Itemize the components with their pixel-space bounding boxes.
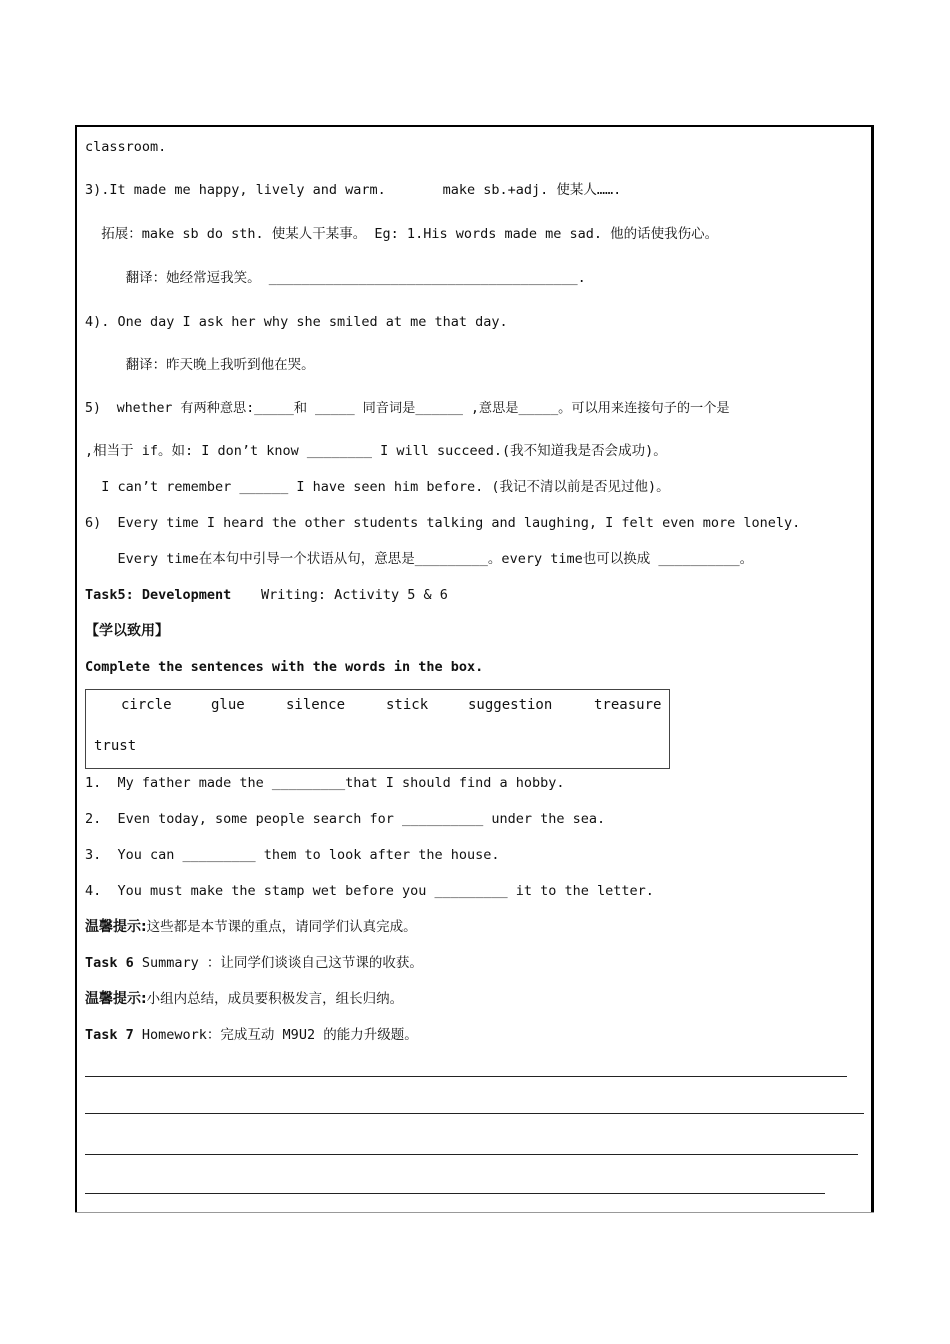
task6-line xyxy=(85,954,423,972)
word-box-item: treasure xyxy=(594,697,662,713)
text-line: Every time在本句中引导一个状语从句，意思是_________。every time也可以换成 __________。 xyxy=(85,551,754,567)
exercise-sentence: 4. You must make the stamp wet before you _________ it to the letter. xyxy=(85,883,654,899)
instruction: Complete the sentences with the words in the box. xyxy=(85,659,484,675)
exercise-sentence: 3. You can _________ them to look after the house. xyxy=(85,847,500,863)
answer-line xyxy=(85,1113,864,1114)
word-box xyxy=(85,689,670,769)
answer-line xyxy=(85,1154,858,1155)
tip-text: 小组内总结，成员要积极发言，组长归纳。 xyxy=(146,991,404,1007)
task5-subheading: Writing: Activity 5 & 6 xyxy=(261,587,448,603)
text-line: 3).It made me happy, lively and warm. make sb.+adj. 使某人……. xyxy=(85,182,622,198)
text-line: 翻译：她经常逗我笑。 ______________________________________. xyxy=(85,270,586,286)
text-line: 拓展：make sb do sth. 使某人干某事。 Eg: 1.His words made me sad. 他的话使我伤心。 xyxy=(85,226,719,242)
text-line: classroom. xyxy=(85,139,167,155)
answer-line xyxy=(85,1076,847,1077)
text-line: 翻译：昨天晚上我听到他在哭。 xyxy=(85,357,315,373)
text-line: ,相当于 if。如: I don’t know ________ I will succeed.(我不知道我是否会成功)。 xyxy=(85,443,667,459)
task5-heading: Task5: Development xyxy=(85,587,232,603)
frame-bottom-border xyxy=(75,1212,874,1213)
section-title: 【学以致用】 xyxy=(85,623,169,639)
text-line: I can’t remember ______ I have seen him before. (我记不清以前是否见过他)。 xyxy=(85,479,670,495)
word-box-item: trust xyxy=(94,738,137,754)
exercise-sentence: 1. My father made the _________that I should find a hobby. xyxy=(85,775,565,791)
text-line: 4). One day I ask her why she smiled at me that day. xyxy=(85,314,508,330)
word-box-item: circle xyxy=(121,697,172,713)
answer-line xyxy=(85,1193,825,1194)
task6-text: Summary ：让同学们谈谈自己这节课的收获。 xyxy=(133,955,423,971)
task6-label: Task 6 xyxy=(85,955,134,971)
tip-label: 温馨提示: xyxy=(85,991,147,1007)
word-box-item: glue xyxy=(211,697,245,713)
task7-label: Task 7 xyxy=(85,1027,134,1043)
task7-line xyxy=(85,1026,418,1044)
exercise-sentence: 2. Even today, some people search for __________ under the sea. xyxy=(85,811,606,827)
text-line: 5) whether 有两种意思:_____和 _____ 同音词是______ ,意思是_____。可以用来连接句子的一个是 xyxy=(85,401,730,416)
word-box-item: stick xyxy=(386,697,429,713)
tip-line xyxy=(85,918,417,936)
text-line: 6) Every time I heard the other students talking and laughing, I felt even more lonely. xyxy=(85,515,801,531)
task7-text: Homework：完成互动 M9U2 的能力升级题。 xyxy=(133,1027,418,1043)
tip-text: 这些都是本节课的重点，请同学们认真完成。 xyxy=(146,919,417,935)
tip-line xyxy=(85,990,403,1008)
word-box-item: suggestion xyxy=(468,697,553,713)
word-box-item: silence xyxy=(286,697,346,713)
tip-label: 温馨提示: xyxy=(85,919,147,935)
